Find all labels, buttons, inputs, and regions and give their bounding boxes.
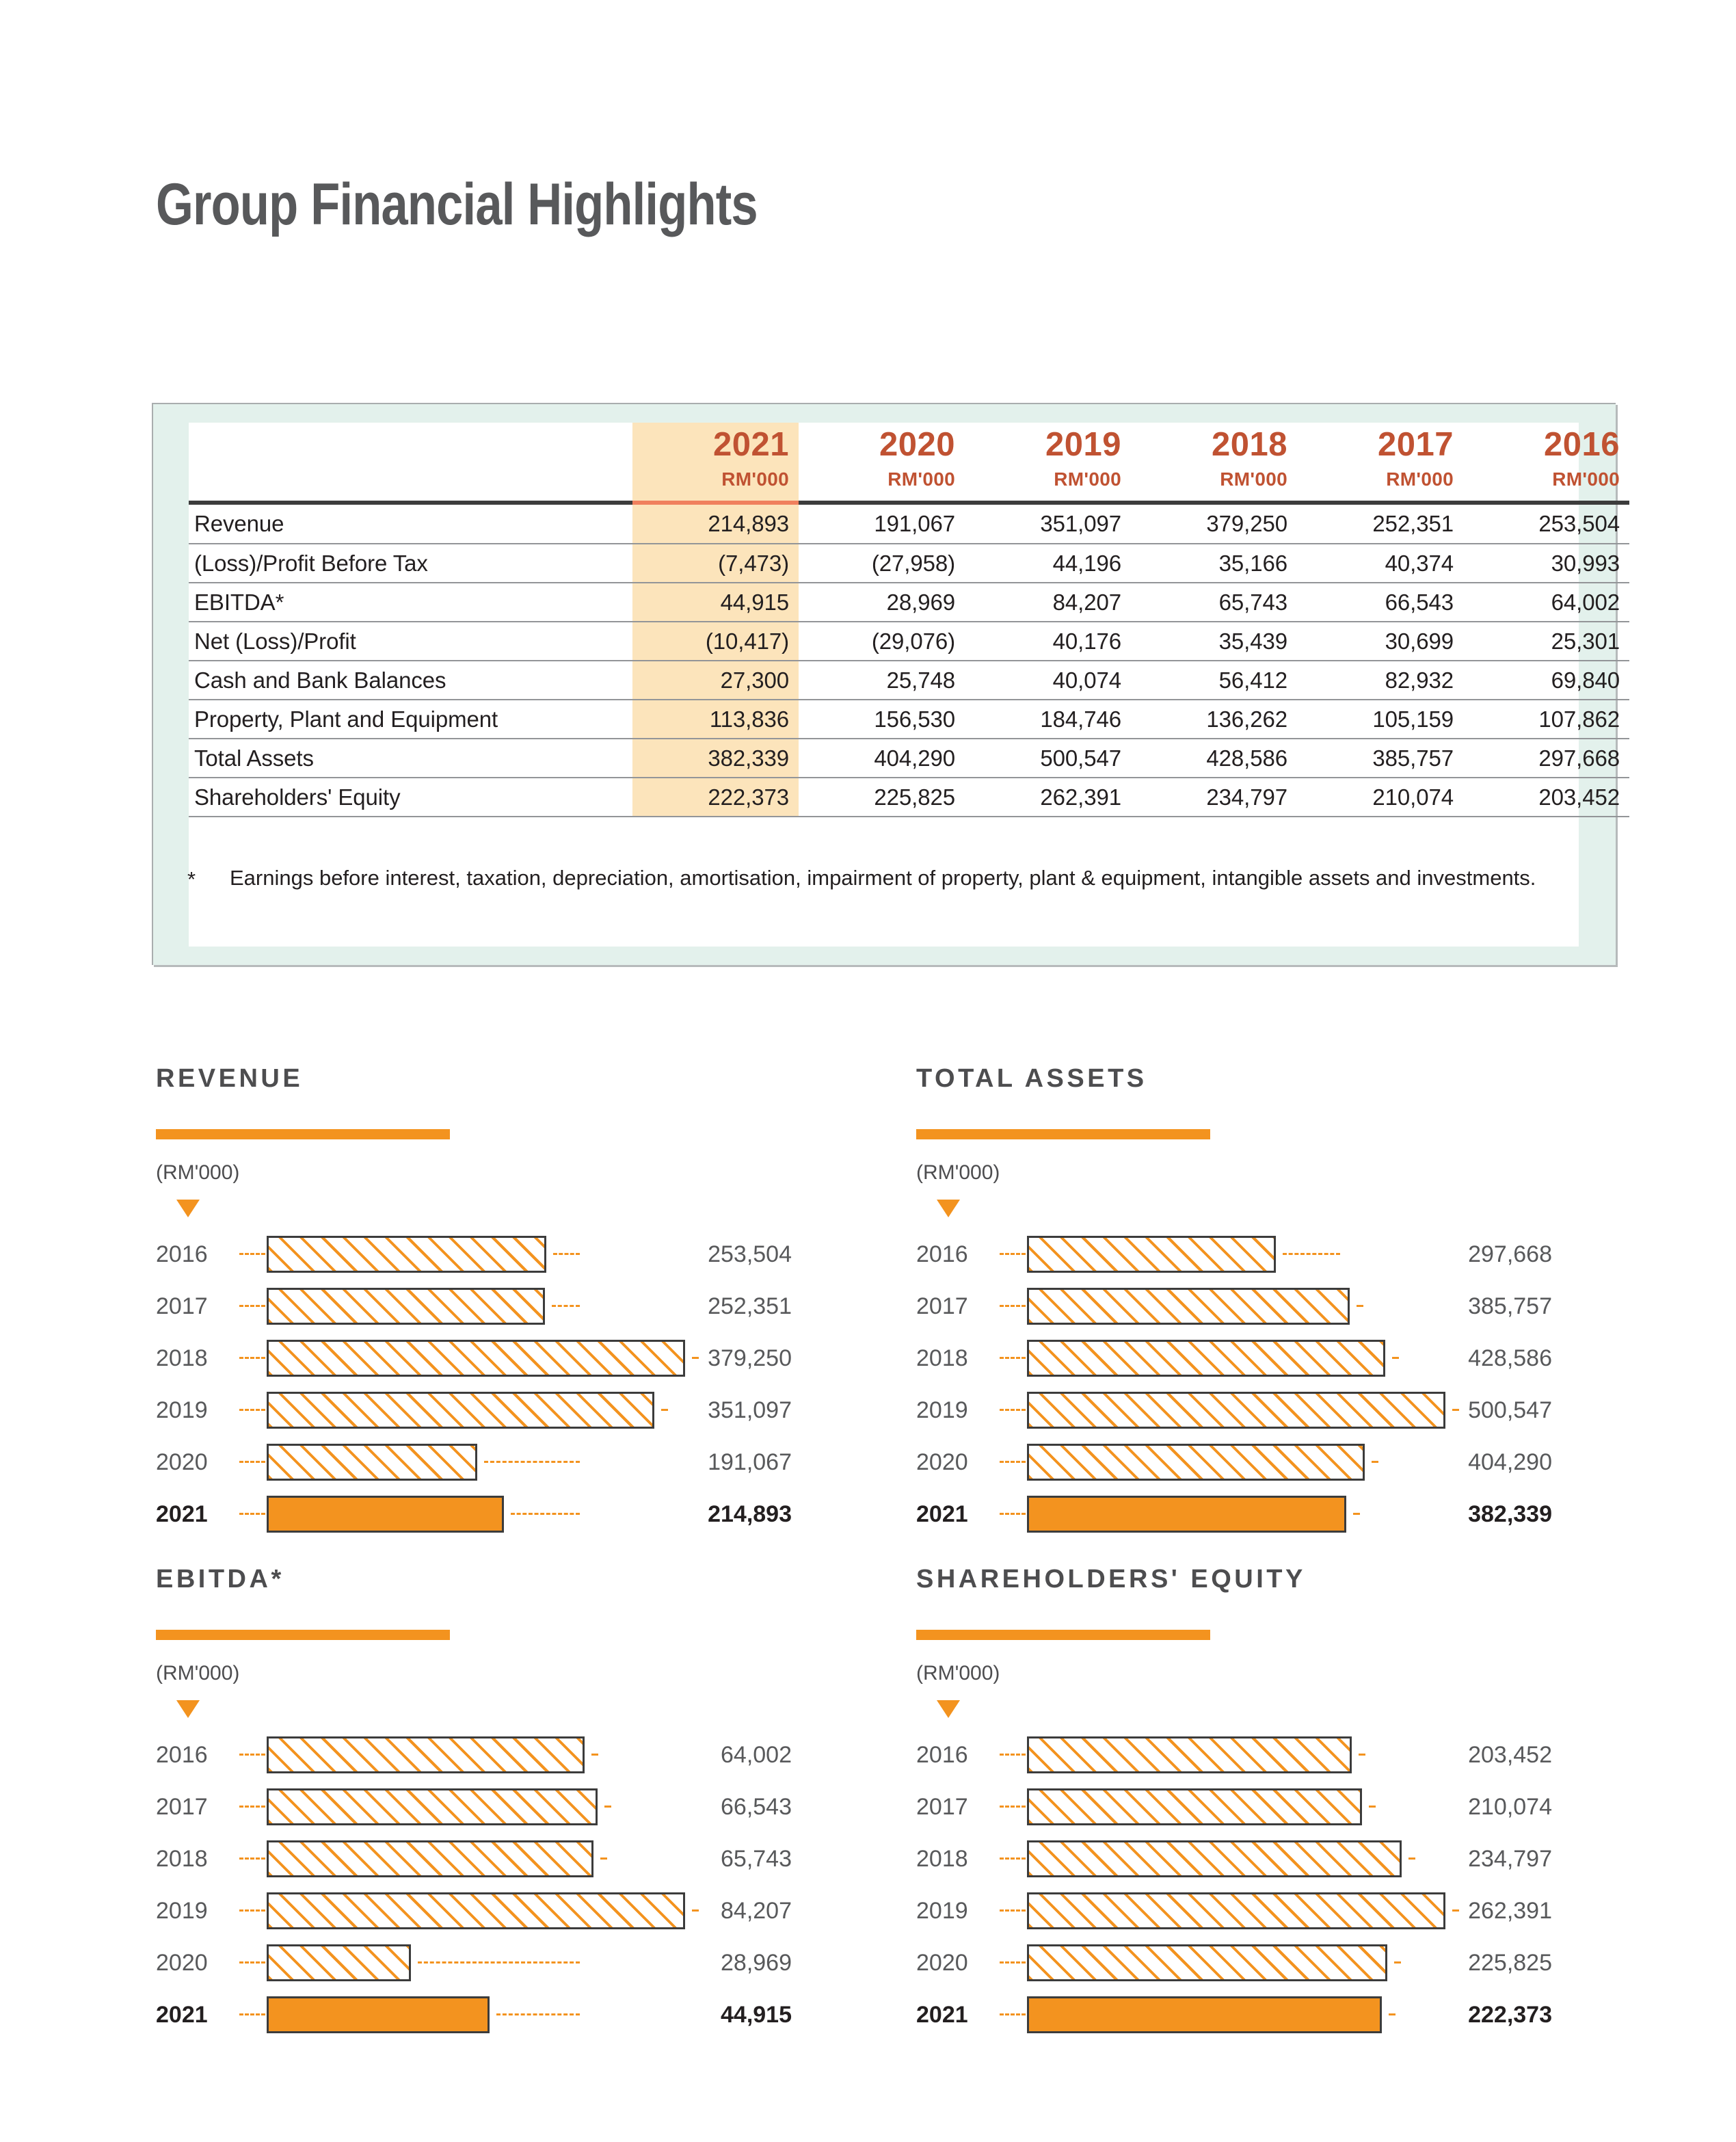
bar-value-label: 252,351 (708, 1293, 792, 1319)
bar-value-label: 84,207 (721, 1898, 792, 1924)
bar-leader-line-left (1000, 1409, 1026, 1411)
column-header-year-2019: 2019 (1045, 426, 1121, 463)
chart-bar-row (916, 1781, 1552, 1833)
bar (1027, 1288, 1350, 1325)
column-unit-2021: RM'000 (632, 466, 799, 501)
bar (267, 1444, 477, 1481)
bar-category-label: 2016 (916, 1742, 968, 1768)
bar-value-label: 351,097 (708, 1397, 792, 1423)
bar-leader-line-left (239, 1409, 265, 1411)
bar-leader-line-left (1000, 1253, 1026, 1255)
row-value-2017: 66,543 (1297, 583, 1463, 622)
table-row (189, 544, 1629, 583)
row-label: (Loss)/Profit Before Tax (189, 544, 632, 583)
row-value-2020: 28,969 (799, 583, 965, 622)
chart-title: TOTAL ASSETS (916, 1064, 1147, 1093)
bar-leader-line-left (1000, 1513, 1026, 1515)
column-unit-2018: RM'000 (1220, 468, 1287, 490)
chart-accent-bar (916, 1129, 1210, 1139)
bar-leader-line-right (552, 1305, 580, 1307)
bar-value-label: 44,915 (721, 2002, 792, 2028)
chart-bar-row (156, 1280, 792, 1332)
bar-value-label: 28,969 (721, 1950, 792, 1976)
bar-value-label: 262,391 (1468, 1898, 1552, 1924)
table-row (189, 700, 1629, 739)
bar-value-label: 500,547 (1468, 1397, 1552, 1423)
chart-bar-row (916, 1280, 1552, 1332)
row-value-2017: 82,932 (1297, 661, 1463, 700)
column-header-year-2020: 2020 (879, 426, 955, 463)
bar-category-label: 2021 (156, 1501, 208, 1527)
bar-category-label: 2016 (156, 1742, 208, 1768)
triangle-down-icon (176, 1700, 200, 1718)
bar (1027, 1236, 1276, 1273)
chart-title: REVENUE (156, 1064, 304, 1093)
row-value-2021: 44,915 (632, 583, 799, 622)
chart-bar-row (916, 1228, 1552, 1280)
bar (1027, 1788, 1362, 1825)
row-value-2018: 35,166 (1131, 544, 1297, 583)
triangle-down-icon (937, 1200, 960, 1217)
bar-category-label: 2020 (156, 1449, 208, 1475)
bar-category-label: 2016 (156, 1241, 208, 1267)
table-header-years-row (189, 423, 1629, 466)
chart-bar-row (156, 1833, 792, 1885)
bar-leader-line-left (239, 1909, 265, 1912)
bar-leader-line-right (496, 2013, 580, 2015)
row-value-2018: 428,586 (1131, 739, 1297, 778)
bar (267, 1736, 585, 1773)
bar (1027, 1736, 1352, 1773)
chart-title: EBITDA* (156, 1565, 284, 1594)
bar-category-label: 2017 (916, 1794, 968, 1820)
row-label: Revenue (194, 511, 284, 536)
column-unit-2020: RM'000 (887, 468, 955, 490)
chart-bar-row (916, 1729, 1552, 1781)
triangle-down-icon (176, 1200, 200, 1217)
bar-leader-line-left (1000, 1754, 1026, 1756)
row-value-2016: 107,862 (1463, 700, 1629, 739)
bar-value-label: 214,893 (708, 1501, 792, 1527)
row-label: EBITDA* (189, 583, 632, 622)
row-value-2016: 253,504 (1538, 511, 1620, 536)
chart-accent-bar (916, 1630, 1210, 1640)
bar-leader-line-left (239, 1305, 265, 1307)
row-value-2021: 222,373 (632, 778, 799, 817)
bar-leader-line-left (1000, 1305, 1026, 1307)
bar-leader-line-left (239, 1357, 265, 1359)
chart-bar-row (156, 1436, 792, 1488)
bar-leader-line-right (511, 1513, 580, 1515)
table-header-corner (189, 423, 632, 466)
column-header-year-2016: 2016 (1543, 426, 1620, 463)
row-value-2018: 234,797 (1131, 778, 1297, 817)
row-value-2019: 40,074 (965, 661, 1131, 700)
chart-bar-row (916, 1384, 1552, 1436)
chart-bar-row (916, 1332, 1552, 1384)
row-value-2021: 382,339 (632, 739, 799, 778)
row-value-2018: 35,439 (1131, 622, 1297, 661)
chart-bar-row (916, 1937, 1552, 1989)
column-unit-2019: RM'000 (1054, 468, 1121, 490)
bar (1027, 1840, 1402, 1877)
column-header-year-2017: 2017 (1377, 426, 1454, 463)
table-header (189, 423, 1629, 505)
row-value-2018: 65,743 (1131, 583, 1297, 622)
chart-revenue (156, 1064, 792, 1540)
bar (267, 1236, 546, 1273)
chart-title: SHAREHOLDERS' EQUITY (916, 1565, 1306, 1594)
row-value-2016: 30,993 (1463, 544, 1629, 583)
row-value-2021: 113,836 (632, 700, 799, 739)
row-label: Cash and Bank Balances (189, 661, 632, 700)
bar-category-label: 2019 (916, 1397, 968, 1423)
bar-value-label: 297,668 (1468, 1241, 1552, 1267)
row-label: Shareholders' Equity (189, 778, 632, 817)
chart-bar-row (156, 1989, 792, 2041)
row-value-2021: (7,473) (632, 544, 799, 583)
table-body (189, 505, 1629, 817)
bar-leader-line-left (1000, 1909, 1026, 1912)
chart-bar-row (156, 1228, 792, 1280)
bar (1027, 1340, 1385, 1377)
chart-bar-row (156, 1332, 792, 1384)
bar-value-label: 253,504 (708, 1241, 792, 1267)
bar-value-label: 210,074 (1468, 1794, 1552, 1820)
chart-unit-label: (RM'000) (916, 1161, 1000, 1184)
chart-bar-row (916, 1436, 1552, 1488)
bar-category-label: 2021 (916, 1501, 968, 1527)
table-header-units-row (189, 466, 1629, 501)
bar (1027, 1944, 1387, 1981)
bar-category-label: 2021 (156, 2002, 208, 2028)
row-value-2019: 84,207 (965, 583, 1131, 622)
footnote-text: Earnings before interest, taxation, depreciation, amortisation, impairment of property, plant & equipment, intangible assets and investments. (230, 866, 1536, 890)
row-value-2017: 210,074 (1297, 778, 1463, 817)
chart-bar-row (156, 1937, 792, 1989)
column-header-year-2021: 2021 (632, 423, 799, 466)
bar-value-label: 379,250 (708, 1345, 792, 1371)
bar-category-label: 2017 (156, 1794, 208, 1820)
row-value-2019: 184,746 (965, 700, 1131, 739)
row-value-2020: 191,067 (874, 511, 955, 536)
table-row (189, 739, 1629, 778)
bar-category-label: 2018 (916, 1846, 968, 1872)
chart-bar-row (156, 1781, 792, 1833)
bar-category-label: 2019 (156, 1898, 208, 1924)
row-value-2018: 56,412 (1131, 661, 1297, 700)
bar-leader-line-right (1283, 1253, 1340, 1255)
chart-total-assets (916, 1064, 1552, 1540)
bar-category-label: 2020 (916, 1950, 968, 1976)
bar-value-label: 404,290 (1468, 1449, 1552, 1475)
row-value-2017: 105,159 (1297, 700, 1463, 739)
bar-leader-line-left (239, 1806, 265, 1808)
bar-leader-line-left (1000, 1806, 1026, 1808)
row-value-2019: 40,176 (965, 622, 1131, 661)
row-label: Net (Loss)/Profit (189, 622, 632, 661)
row-value-2020: (29,076) (799, 622, 965, 661)
chart-bars (916, 1729, 1552, 2041)
bar-category-label: 2020 (156, 1950, 208, 1976)
row-value-2018: 379,250 (1206, 511, 1287, 536)
bar-leader-line-right (484, 1461, 580, 1463)
footnote-marker: * (187, 867, 196, 891)
bar-category-label: 2017 (916, 1293, 968, 1319)
bar (1027, 1444, 1365, 1481)
row-value-2017: 40,374 (1297, 544, 1463, 583)
row-value-2016: 69,840 (1463, 661, 1629, 700)
chart-bar-row (156, 1885, 792, 1937)
chart-bar-row (916, 1885, 1552, 1937)
bar (267, 1496, 504, 1533)
chart-bar-row (156, 1729, 792, 1781)
table-row (189, 778, 1629, 817)
chart-unit-label: (RM'000) (156, 1662, 240, 1684)
row-value-2017: 385,757 (1297, 739, 1463, 778)
bar-leader-line-left (239, 2013, 265, 2015)
bar-category-label: 2018 (916, 1345, 968, 1371)
financial-highlights-table (189, 423, 1629, 817)
row-value-2016: 64,002 (1463, 583, 1629, 622)
row-value-2019: 351,097 (1040, 511, 1121, 536)
bar-value-label: 66,543 (721, 1794, 792, 1820)
chart-unit-label: (RM'000) (156, 1161, 240, 1184)
bar-leader-line-left (239, 1513, 265, 1515)
chart-accent-bar (156, 1630, 450, 1640)
bar-value-label: 65,743 (721, 1846, 792, 1872)
row-value-2017: 30,699 (1297, 622, 1463, 661)
row-value-2021: 214,893 (632, 505, 799, 544)
page-title: Group Financial Highlights (156, 172, 758, 237)
bar (267, 1996, 490, 2033)
column-unit-2017: RM'000 (1386, 468, 1454, 490)
bar-leader-line-left (239, 1857, 265, 1860)
table-footnote (187, 864, 1575, 893)
bar-value-label: 428,586 (1468, 1345, 1552, 1371)
bar-category-label: 2017 (156, 1293, 208, 1319)
bar (1027, 1996, 1382, 2033)
chart-bar-row (916, 1989, 1552, 2041)
bar-category-label: 2016 (916, 1241, 968, 1267)
chart-bars (916, 1228, 1552, 1540)
bar-leader-line-left (1000, 1857, 1026, 1860)
bar-category-label: 2019 (156, 1397, 208, 1423)
row-value-2020: 404,290 (799, 739, 965, 778)
row-value-2020: 25,748 (799, 661, 965, 700)
table-row (189, 583, 1629, 622)
table-row (189, 661, 1629, 700)
table-row (189, 505, 1629, 544)
bar-value-label: 234,797 (1468, 1846, 1552, 1872)
chart-bar-row (156, 1488, 792, 1540)
bar-category-label: 2019 (916, 1898, 968, 1924)
bar-leader-line-right (553, 1253, 580, 1255)
row-label: Property, Plant and Equipment (189, 700, 632, 739)
bar-leader-line-left (1000, 2013, 1026, 2015)
chart-ebitda (156, 1565, 792, 2041)
chart-bar-row (916, 1488, 1552, 1540)
column-unit-2016: RM'000 (1552, 468, 1620, 490)
row-value-2019: 500,547 (965, 739, 1131, 778)
bar-value-label: 225,825 (1468, 1950, 1552, 1976)
chart-bar-row (916, 1833, 1552, 1885)
row-value-2020: 156,530 (799, 700, 965, 739)
chart-bars (156, 1729, 792, 2041)
bar-value-label: 382,339 (1468, 1501, 1552, 1527)
chart-bar-row (156, 1384, 792, 1436)
chart-bars (156, 1228, 792, 1540)
row-label: Total Assets (189, 739, 632, 778)
bar-value-label: 64,002 (721, 1742, 792, 1768)
row-value-2016: 25,301 (1463, 622, 1629, 661)
bar-value-label: 203,452 (1468, 1742, 1552, 1768)
row-value-2018: 136,262 (1131, 700, 1297, 739)
bar (267, 1288, 545, 1325)
bar-category-label: 2020 (916, 1449, 968, 1475)
bar-leader-line-right (418, 1961, 580, 1964)
triangle-down-icon (937, 1700, 960, 1718)
bar-category-label: 2018 (156, 1846, 208, 1872)
bar-value-label: 222,373 (1468, 2002, 1552, 2028)
row-value-2019: 262,391 (965, 778, 1131, 817)
table-header-units-corner (189, 466, 632, 501)
chart-shareholders-equity (916, 1565, 1552, 2041)
bar-category-label: 2018 (156, 1345, 208, 1371)
row-value-2017: 252,351 (1372, 511, 1454, 536)
bar-leader-line-left (1000, 1461, 1026, 1463)
bar-leader-line-left (239, 1253, 265, 1255)
bar-category-label: 2021 (916, 2002, 968, 2028)
bar (1027, 1496, 1346, 1533)
row-value-2016: 203,452 (1463, 778, 1629, 817)
column-header-year-2018: 2018 (1211, 426, 1287, 463)
bar-value-label: 385,757 (1468, 1293, 1552, 1319)
chart-unit-label: (RM'000) (916, 1662, 1000, 1684)
row-value-2016: 297,668 (1463, 739, 1629, 778)
bar-leader-line-left (1000, 1357, 1026, 1359)
row-value-2021: (10,417) (632, 622, 799, 661)
bar-leader-line-left (1000, 1961, 1026, 1964)
bar (267, 1788, 598, 1825)
row-value-2021: 27,300 (632, 661, 799, 700)
row-value-2020: (27,958) (799, 544, 965, 583)
bar (267, 1840, 593, 1877)
bar-leader-line-left (239, 1961, 265, 1964)
row-value-2019: 44,196 (965, 544, 1131, 583)
bar-value-label: 191,067 (708, 1449, 792, 1475)
row-value-2020: 225,825 (799, 778, 965, 817)
bar (267, 1944, 411, 1981)
bar-leader-line-left (239, 1461, 265, 1463)
bar-leader-line-left (239, 1754, 265, 1756)
table-row (189, 622, 1629, 661)
chart-accent-bar (156, 1129, 450, 1139)
